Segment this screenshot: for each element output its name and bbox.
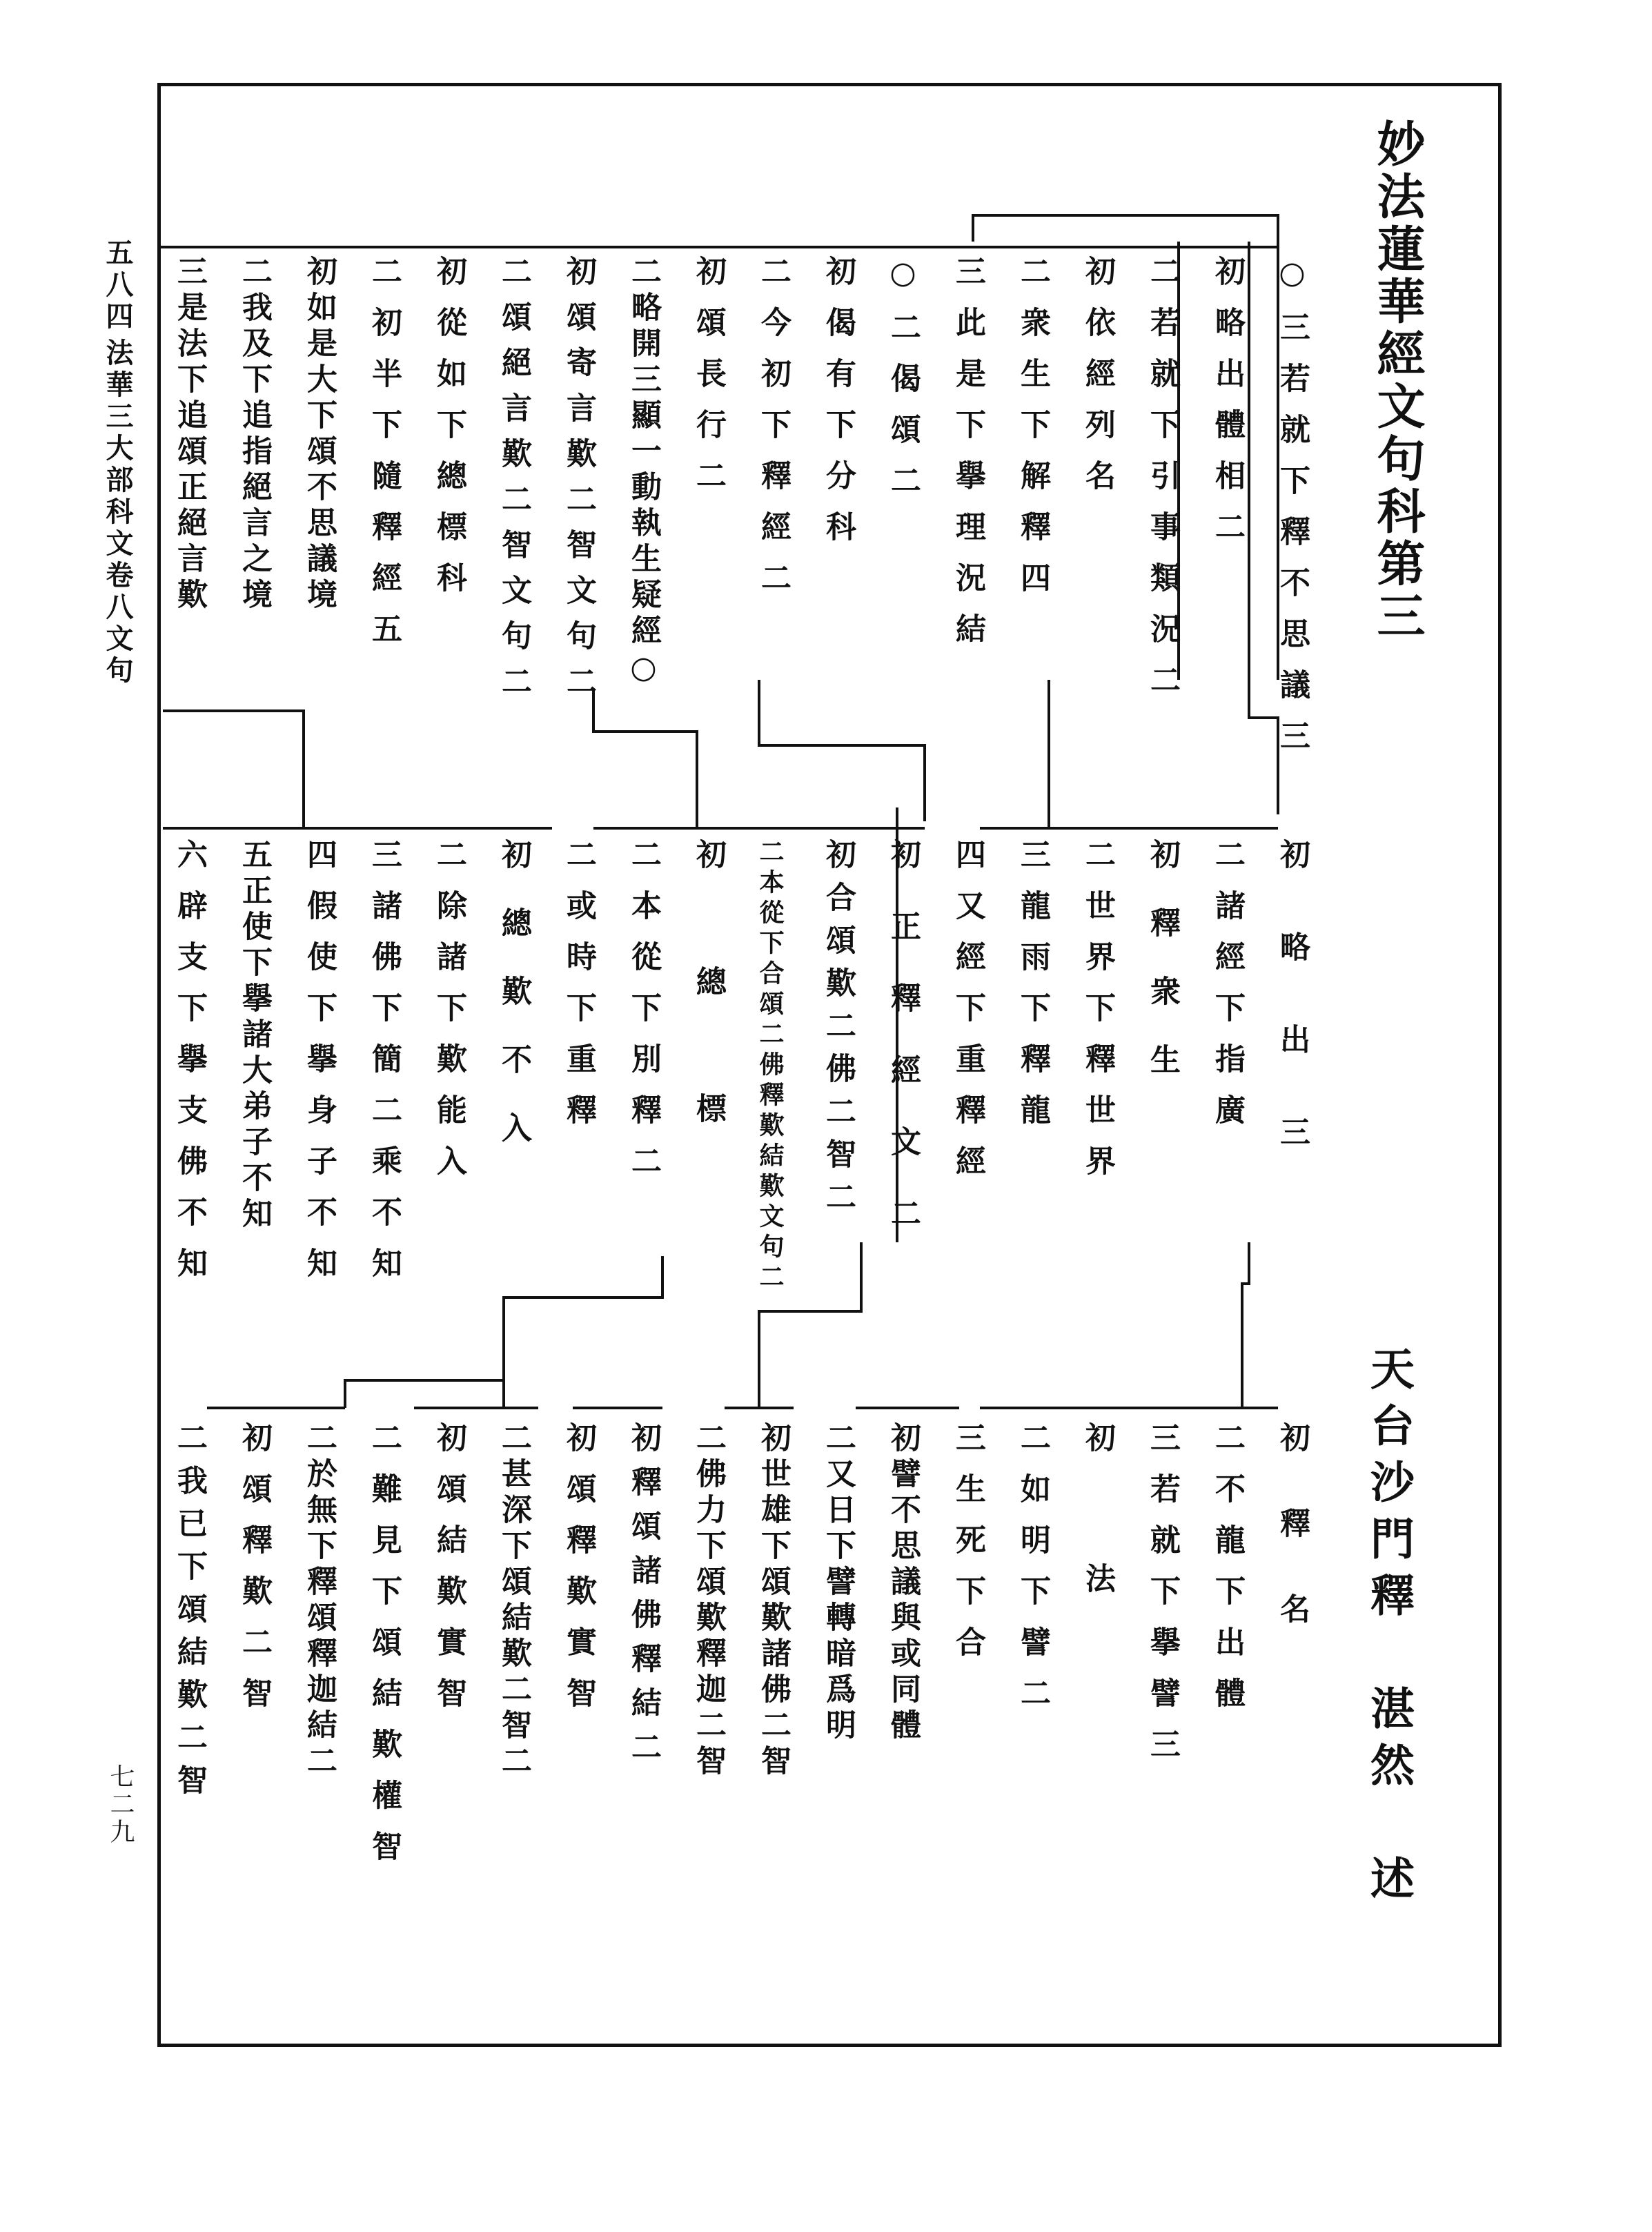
outline-entry: 二我及下追指絕言之境 <box>237 255 272 614</box>
outline-entry: 三此是下擧理況結 <box>950 255 985 664</box>
outline-entry: 初譬不思議與或同體 <box>885 1422 921 1745</box>
outline-entry: 二諸經下指廣 <box>1210 839 1245 1145</box>
outline-entry: 初總歎不入 <box>496 839 531 1180</box>
outline-entry: 三諸佛下簡二乘不知 <box>366 839 402 1298</box>
author-line: 天台沙門釋 湛然 述 <box>1363 1346 1415 1912</box>
outline-entry: 二略開三顯一動執生疑經○ <box>626 255 661 691</box>
outline-entry: 初法 <box>1080 1422 1115 1703</box>
book-title-margin: 法華三大部科文卷八文句 <box>101 338 134 687</box>
outline-entry: 初略出三 <box>1275 839 1310 1208</box>
outline-entry: 六辟支下擧支佛不知 <box>172 839 207 1298</box>
outline-entry: 二初半下隨釋經五 <box>366 255 402 664</box>
document-title: 妙法蓮華經文句科第三 <box>1369 119 1426 643</box>
outline-entry: 初頌釋歎實智 <box>561 1422 596 1728</box>
outline-entry: 二本從下別釋二 <box>626 839 661 1196</box>
outline-entry: 四假使下擧身子不知 <box>302 839 337 1298</box>
outline-entry: 二佛力下頌歎釋迦二智 <box>691 1422 726 1781</box>
outline-entry: 初合頌歎二佛二智二 <box>820 839 856 1224</box>
outline-entry: 三龍雨下釋龍 <box>1015 839 1050 1145</box>
outline-entry: ○三若就下釋不思議三 <box>1275 255 1310 771</box>
outline-entry: 初總標 <box>691 839 726 1220</box>
outline-entry: 初從如下總標科 <box>431 255 466 613</box>
outline-entry: 二難見下頌結歎權智 <box>366 1422 402 1881</box>
outline-entry: 二如明下譬二 <box>1015 1422 1050 1728</box>
volume-number: 五八四 <box>101 238 134 333</box>
outline-entry: 初世雄下頌歎諸佛二智 <box>756 1422 791 1781</box>
outline-entry: 五正使下擧諸大弟子不知 <box>237 839 272 1233</box>
outline-entry: 二本從下合頌二佛釋歎結歎文句二 <box>756 839 785 1294</box>
outline-entry: 初偈有下分科 <box>820 255 856 562</box>
outline-entry: 三是法下追頌正絕言歎 <box>172 255 207 614</box>
outline-entry: 初略出體相二 <box>1210 255 1245 562</box>
outline-entry: 二世界下釋世界 <box>1080 839 1115 1196</box>
outline-entry: 二衆生下解釋四 <box>1015 255 1050 613</box>
outline-entry: 初頌釋歎二智 <box>237 1422 272 1728</box>
outline-entry: 初正釋經文二 <box>885 839 921 1269</box>
outline-entry: 初釋衆生 <box>1145 839 1180 1112</box>
outline-entry: 三若就下擧譬三 <box>1145 1422 1180 1779</box>
outline-entry: 二頌絕言歎二智文句二 <box>496 255 531 711</box>
outline-entry: 二除諸下歎能入 <box>431 839 466 1196</box>
outline-entry: 二今初下釋經二 <box>756 255 791 613</box>
outline-entry: 初頌結歎實智 <box>431 1422 466 1728</box>
outline-entry: 二甚深下頌結歎二智二 <box>496 1422 531 1781</box>
outline-entry: 初釋名 <box>1275 1422 1310 1678</box>
outline-entry: 二又日下譬轉暗爲明 <box>820 1422 856 1745</box>
outline-entry: 三生死下合 <box>950 1422 985 1677</box>
outline-entry: 二於無下釋頌釋迦結二 <box>302 1422 337 1781</box>
page-number: 七二九 <box>106 1763 135 1846</box>
outline-entry: 初頌寄言歎二智文句二 <box>561 255 596 711</box>
outline-entry: 四又經下重釋經 <box>950 839 985 1196</box>
outline-entry: 二我已下頌結歎二智 <box>172 1422 207 1807</box>
outline-entry: 二或時下重釋 <box>561 839 596 1145</box>
outline-entry: 初釋頌諸佛釋結二 <box>626 1422 661 1775</box>
outline-entry: 二不龍下出體 <box>1210 1422 1245 1728</box>
outline-entry: ○二偈頌二 <box>885 255 921 516</box>
outline-entry: 二若就下引事類況二 <box>1145 255 1180 715</box>
outline-entry: 初如是大下頌不思議境 <box>302 255 337 614</box>
outline-entry: 初頌長行二 <box>691 255 726 511</box>
outline-entry: 初依經列名 <box>1080 255 1115 511</box>
